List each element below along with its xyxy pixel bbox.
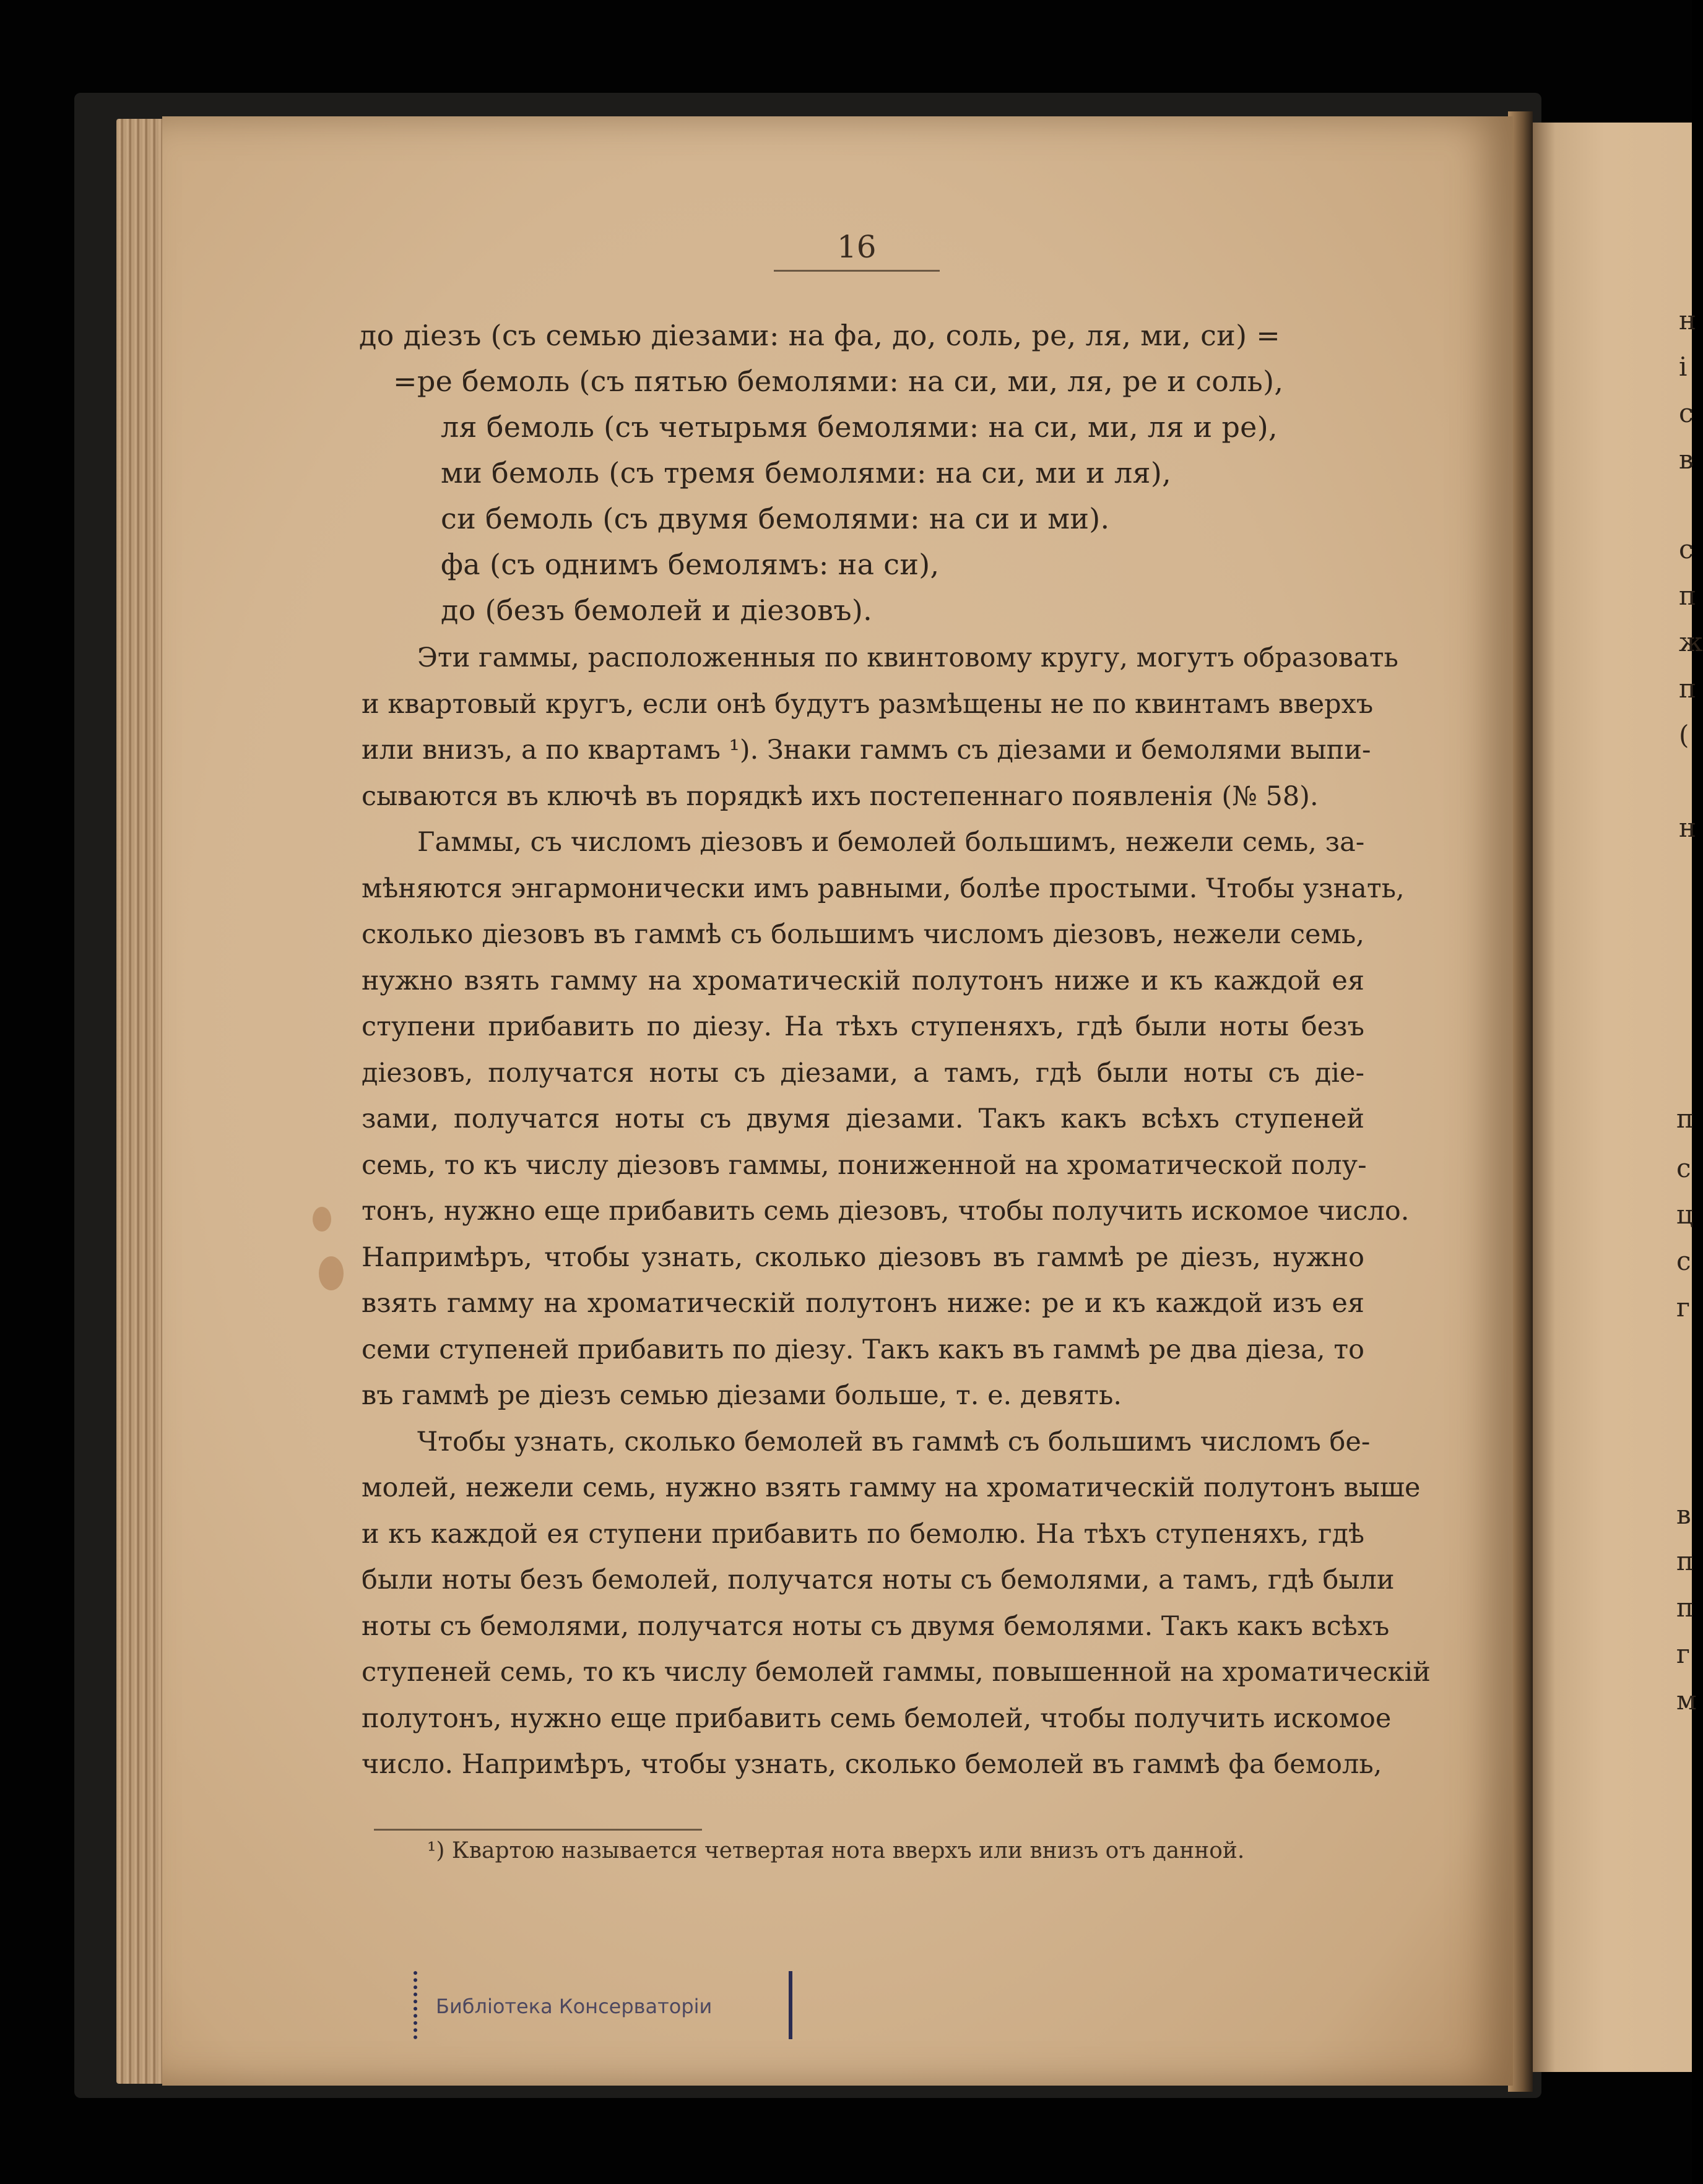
next-page-fragment: м bbox=[1676, 1685, 1697, 1716]
text-line: и къ каждой ея ступени прибавить по бемолю. На тѣхъ ступеняхъ, гдѣ bbox=[362, 1518, 1364, 1550]
next-page-fragment: н bbox=[1679, 813, 1696, 843]
text-line: въ гаммѣ ре діезъ семью діезами больше, т. е. девять. bbox=[362, 1380, 1122, 1411]
page-number-rule bbox=[774, 270, 940, 272]
text-line: полутонъ, нужно еще прибавить семь бемолей, чтобы получить искомое bbox=[362, 1703, 1392, 1734]
text-line: число. Напримѣръ, чтобы узнать, сколько бемолей въ гаммѣ фа бемоль, bbox=[362, 1749, 1382, 1780]
next-page-fragment: г bbox=[1676, 1639, 1691, 1669]
scale-equivalence-list bbox=[359, 313, 1374, 633]
paragraph-flats bbox=[362, 1419, 1431, 1788]
body-text bbox=[362, 635, 1431, 1788]
next-page-fragment: ц bbox=[1676, 1199, 1694, 1230]
next-page-fragment: с bbox=[1679, 398, 1694, 428]
text-line: ноты съ бемолями, получатся ноты съ двумя бемолями. Такъ какъ всѣхъ bbox=[362, 1610, 1390, 1642]
scale-line: до діезъ (съ семью діезами: на фа, до, соль, ре, ля, ми, си) = bbox=[359, 319, 1281, 352]
footnote-rule bbox=[374, 1829, 702, 1831]
text-line: были ноты безъ бемолей, получатся ноты съ бемолями, а тамъ, гдѣ были bbox=[362, 1565, 1395, 1595]
paragraph-quartal-circle bbox=[362, 635, 1398, 819]
text-line: ступеней семь, то къ числу бемолей гаммы, повышенной на хроматическій bbox=[362, 1657, 1431, 1688]
next-page-fragment: п bbox=[1676, 1103, 1694, 1134]
text-line: или внизъ, а по квартамъ ¹). Знаки гаммъ съ діезами и бемолями выпи- bbox=[362, 735, 1371, 766]
next-page-fragment: с bbox=[1676, 1153, 1691, 1183]
stamp-text: Библіотека Консерваторіи bbox=[436, 1995, 713, 2018]
text-line: сколько діезовъ въ гаммѣ съ большимъ числомъ діезовъ, нежели семь, bbox=[362, 919, 1364, 950]
text-line: молей, нежели семь, нужно взять гамму на хроматическій полутонъ выше bbox=[362, 1472, 1421, 1503]
text-line: взять гамму на хроматическій полутонъ ниже: ре и къ каждой изъ ея bbox=[362, 1288, 1364, 1319]
next-page-fragment: г bbox=[1676, 1292, 1691, 1323]
text-line: семи ступеней прибавить по діезу. Такъ какъ въ гаммѣ ре два діеза, то bbox=[362, 1334, 1365, 1365]
text-line: Чтобы узнать, сколько бемолей въ гаммѣ съ большимъ числомъ бе- bbox=[417, 1426, 1371, 1457]
text-line: нужно взять гамму на хроматическій полутонъ ниже и къ каждой ея bbox=[362, 965, 1364, 996]
next-page-fragment: п bbox=[1679, 581, 1696, 611]
text-line: діезовъ, получатся ноты съ діезами, а тамъ, гдѣ были ноты съ діе- bbox=[362, 1057, 1364, 1089]
next-page-fragment: с bbox=[1679, 534, 1694, 564]
next-page-fragment: в bbox=[1676, 1500, 1691, 1530]
next-page-fragment: п bbox=[1676, 1592, 1694, 1623]
next-page-fragment: ж bbox=[1679, 627, 1703, 657]
text-line: Эти гаммы, расположенныя по квинтовому кругу, могутъ образовать bbox=[417, 642, 1398, 673]
paper-stain bbox=[313, 1207, 331, 1232]
text-line: ступени прибавить по діезу. На тѣхъ ступеняхъ, гдѣ были ноты безъ bbox=[362, 1011, 1364, 1042]
text-line: Гаммы, съ числомъ діезовъ и бемолей большимъ, нежели семь, за- bbox=[417, 827, 1365, 858]
next-page-sliver bbox=[1530, 123, 1703, 2072]
next-page-fragment: в bbox=[1679, 444, 1694, 475]
text-line: Напримѣръ, чтобы узнать, сколько діезовъ въ гаммѣ ре діезъ, нужно bbox=[362, 1241, 1364, 1273]
text-line: тонъ, нужно еще прибавить семь діезовъ, чтобы получить искомое число. bbox=[362, 1196, 1410, 1227]
next-page-fragment: с bbox=[1676, 1246, 1691, 1276]
library-stamp bbox=[414, 1971, 792, 2039]
footnote: ¹) Квартою называется четвертая нота вверхъ или внизъ отъ данной. bbox=[427, 1838, 1245, 1863]
scale-line: си бемоль (съ двумя бемолями: на си и ми). bbox=[441, 502, 1110, 535]
scale-line: ля бемоль (съ четырьмя бемолями: на си, ми, ля и ре), bbox=[441, 410, 1278, 444]
next-page-fragment: п bbox=[1679, 673, 1696, 704]
next-page-fragment: н bbox=[1679, 305, 1696, 335]
page-number: 16 bbox=[837, 229, 877, 265]
next-page-fragment: і bbox=[1679, 352, 1688, 382]
paper-stain bbox=[319, 1256, 344, 1290]
scale-line: фа (съ однимъ бемолямъ: на си), bbox=[441, 548, 940, 581]
text-line: зами, получатся ноты съ двумя діезами. Такъ какъ всѣхъ ступеней bbox=[362, 1103, 1364, 1134]
text-line: и квартовый кругъ, если онѣ будутъ размѣщены не по квинтамъ вверхъ bbox=[362, 688, 1374, 720]
next-page-fragment: п bbox=[1676, 1546, 1694, 1576]
paragraph-sharps bbox=[362, 819, 1410, 1419]
text-line: сываются въ ключѣ въ порядкѣ ихъ постепеннаго появленія (№ 58). bbox=[362, 780, 1319, 812]
text-line: мѣняются энгармонически имъ равными, болѣе простыми. Чтобы узнать, bbox=[362, 873, 1405, 904]
scale-line: =ре бемоль (съ пятью бемолями: на си, ми, ля, ре и соль), bbox=[393, 365, 1284, 398]
text-line: семь, то къ числу діезовъ гаммы, пониженной на хроматической полу- bbox=[362, 1149, 1367, 1181]
next-page-fragment: ( bbox=[1679, 720, 1689, 750]
scale-line: до (безъ бемолей и діезовъ). bbox=[441, 593, 873, 627]
scale-line: ми бемоль (съ тремя бемолями: на си, ми и ля), bbox=[441, 456, 1171, 490]
